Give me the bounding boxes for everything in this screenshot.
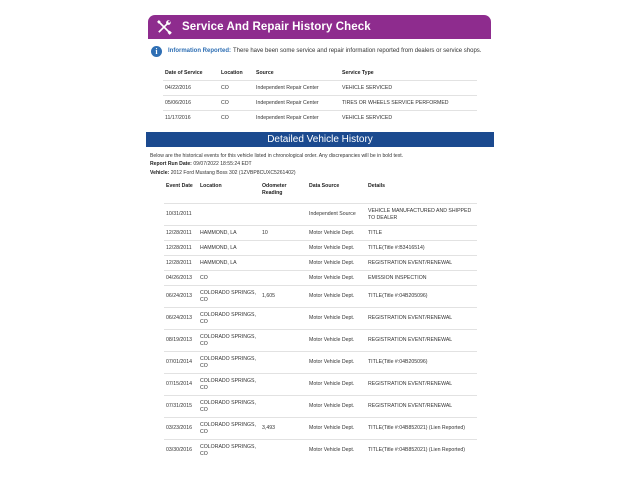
service-table-header-cell: Service Type [342,70,374,76]
service-table-cell: CO [219,96,254,111]
history-table-cell [260,440,307,462]
report-run-date [150,160,490,168]
run-date-label: Report Run Date: [150,161,192,168]
history-table-cell [260,396,307,418]
service-table-cell: CO [219,111,254,126]
info-reported-label: Information Reported: [168,48,231,54]
history-table-cell: REGISTRATION EVENT/RENEWAL [366,308,477,330]
info-reported-text: There have been some service and repair information reported from dealers or service shops. [233,48,482,54]
history-table-cell: Motor Vehicle Dept. [307,241,366,256]
history-table-cell [260,241,307,256]
history-table-cell: COLORADO SPRINGS, CO [198,418,260,440]
history-table-header-cell: Odometer Reading [262,183,287,196]
service-table-header-cell: Date of Service [165,70,203,76]
history-table-cell: Motor Vehicle Dept. [307,440,366,462]
history-table-cell: EMISSION INSPECTION [366,271,477,286]
history-table-cell: 03/23/2016 [164,418,198,440]
history-table-cell [198,204,260,226]
service-table-cell: CO [219,81,254,96]
history-table-cell: COLORADO SPRINGS, CO [198,308,260,330]
history-table-cell [260,330,307,352]
history-table-cell: COLORADO SPRINGS, CO [198,440,260,462]
history-table-cell: Motor Vehicle Dept. [307,256,366,271]
history-table-cell: 07/31/2015 [164,396,198,418]
service-table [163,66,477,125]
history-intro [150,152,490,177]
history-table-cell: TITLE(Title #:04B205096) [366,352,477,374]
service-history-header [148,15,491,39]
history-table-cell: TITLE(Title #:B3416514) [366,241,477,256]
history-table-cell: REGISTRATION EVENT/RENEWAL [366,330,477,352]
history-table-cell: 12/28/2011 [164,256,198,271]
history-table-row [164,440,477,462]
history-table-cell: 12/28/2011 [164,226,198,241]
service-table-header-cell: Source [256,70,274,76]
history-table-cell: 10 [260,226,307,241]
history-table-cell: TITLE(Title #:04B205096) [366,286,477,308]
history-table-cell: 07/15/2014 [164,374,198,396]
service-table-row [163,111,477,126]
history-table-cell: COLORADO SPRINGS, CO [198,286,260,308]
history-table-cell: Motor Vehicle Dept. [307,396,366,418]
history-table-row [164,241,477,256]
history-table-cell: 04/26/2013 [164,271,198,286]
history-table-cell: 03/30/2016 [164,440,198,462]
wrench-screwdriver-icon [156,19,172,35]
service-table-row [163,96,477,111]
history-table-header-cell: Event Date [166,183,193,189]
service-table-header-cell: Location [221,70,243,76]
history-table-cell: COLORADO SPRINGS, CO [198,330,260,352]
history-table-cell: 3,493 [260,418,307,440]
history-table-cell: Motor Vehicle Dept. [307,286,366,308]
history-table-cell: Motor Vehicle Dept. [307,308,366,330]
history-table-cell: COLORADO SPRINGS, CO [198,374,260,396]
service-table-header [163,66,477,81]
history-table-cell: Motor Vehicle Dept. [307,418,366,440]
service-table-cell: 04/22/2016 [163,81,219,96]
service-table-cell: VEHICLE SERVICED [340,81,477,96]
history-table-cell: REGISTRATION EVENT/RENEWAL [366,374,477,396]
history-table-cell [260,352,307,374]
history-table-cell: Motor Vehicle Dept. [307,330,366,352]
history-table-cell: 06/24/2013 [164,286,198,308]
service-table-cell: 05/06/2016 [163,96,219,111]
run-date-value: 09/07/2022 18:55:24 EDT [193,161,252,168]
service-table-cell: Independent Repair Center [254,111,340,126]
history-table-cell: Motor Vehicle Dept. [307,352,366,374]
history-table-row [164,286,477,308]
history-table-row [164,396,477,418]
vehicle-line [150,169,490,177]
history-table-cell: Motor Vehicle Dept. [307,374,366,396]
history-table-cell: Independent Source [307,204,366,226]
history-table-cell: TITLE(Title #:04B852021) (Lien Reported) [366,418,477,440]
history-table-cell: TITLE(Title #:04B852021) (Lien Reported) [366,440,477,462]
history-table-cell [260,204,307,226]
history-table-cell [260,271,307,286]
history-table-cell: HAMMOND, LA [198,256,260,271]
service-table-cell: TIRES OR WHEELS SERVICE PERFORMED [340,96,477,111]
history-table-cell: Motor Vehicle Dept. [307,226,366,241]
info-reported-row [151,44,491,58]
history-table-cell: 08/19/2013 [164,330,198,352]
detailed-history-header [146,132,494,147]
history-table-cell: HAMMOND, LA [198,226,260,241]
service-table-row [163,81,477,96]
history-table-row [164,256,477,271]
history-table-cell: VEHICLE MANUFACTURED AND SHIPPED TO DEALER [366,204,477,226]
history-table-header [164,183,477,204]
service-table-cell: 11/17/2016 [163,111,219,126]
history-table-row [164,226,477,241]
history-table-cell: CO [198,271,260,286]
history-table-cell: REGISTRATION EVENT/RENEWAL [366,396,477,418]
history-table-row [164,330,477,352]
history-table-cell: Motor Vehicle Dept. [307,271,366,286]
vehicle-value: 2012 Ford Mustang Boss 302 (1ZVBP8CUXC5261402) [170,169,296,176]
history-intro-text: Below are the historical events for this vehicle listed in chronological order. Any discrepancies will be in bold text. [150,153,404,159]
history-table-cell [260,374,307,396]
history-table-row [164,271,477,286]
vehicle-label: Vehicle: [150,169,170,176]
history-table-row [164,204,477,226]
history-table-cell: 1,605 [260,286,307,308]
history-table-cell: 10/31/2011 [164,204,198,226]
history-table-row [164,418,477,440]
service-table-cell: VEHICLE SERVICED [340,111,477,126]
history-table-cell: COLORADO SPRINGS, CO [198,352,260,374]
info-icon: i [151,46,162,57]
service-table-cell: Independent Repair Center [254,81,340,96]
history-table-header-cell: Location [200,183,222,189]
history-table-row [164,352,477,374]
history-table-header-cell: Details [368,183,386,189]
service-table-cell: Independent Repair Center [254,96,340,111]
history-table-cell: TITLE [366,226,477,241]
history-table-row [164,374,477,396]
history-table-cell [260,308,307,330]
history-table-cell: COLORADO SPRINGS, CO [198,396,260,418]
history-table [164,183,477,461]
history-table-cell: 06/24/2013 [164,308,198,330]
history-table-cell: REGISTRATION EVENT/RENEWAL [366,256,477,271]
history-table-cell [260,256,307,271]
service-history-title: Service And Repair History Check [182,21,371,33]
history-table-row [164,308,477,330]
history-table-cell: HAMMOND, LA [198,241,260,256]
detailed-history-title: Detailed Vehicle History [267,134,373,145]
history-table-header-cell: Data Source [309,183,340,189]
history-table-cell: 07/01/2014 [164,352,198,374]
history-table-cell: 12/28/2011 [164,241,198,256]
